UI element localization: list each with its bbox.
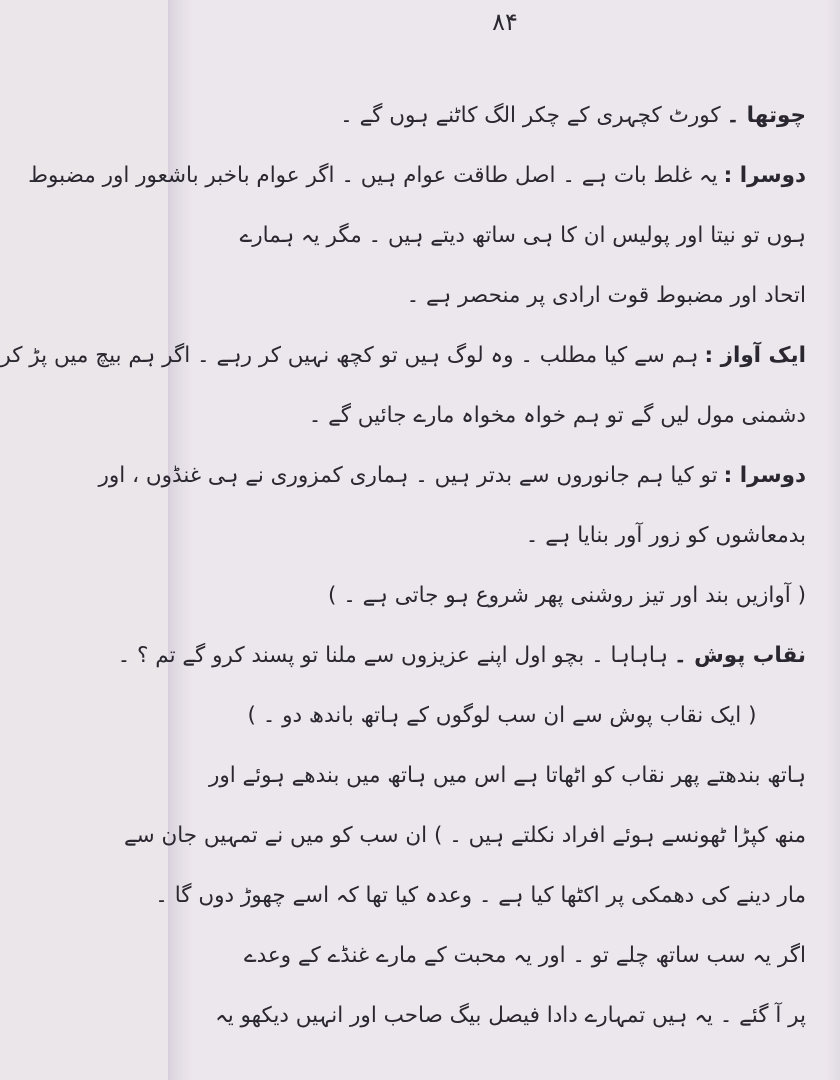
text-line — [198, 266, 806, 326]
stage-direction-text: ( ایک نقاب پوش سے ان سب لوگوں کے ہاتھ باندھ دو ۔ ) — [247, 703, 757, 729]
stage-direction — [198, 566, 806, 626]
text-line — [198, 506, 806, 566]
dialogue-text: بدمعاشوں کو زور آور بنایا ہے ۔ — [525, 523, 806, 549]
dialogue-text: منھ کپڑا ٹھونسے ہوئے افراد نکلتے ہیں ۔ ) ان سب کو میں نے تمہیں جان سے — [124, 823, 806, 849]
dialogue-text: ہاہاہا ۔ بچو اول اپنے عزیزوں سے ملنا تو پسند کرو گے تم ؟ ۔ — [117, 643, 668, 669]
dialogue-text: ہم سے کیا مطلب ۔ وہ لوگ ہیں تو کچھ نہیں کر رہے ۔ اگر ہم بیچ میں پڑ کر — [0, 343, 699, 369]
speaker-label: نقاب پوش ۔ — [673, 643, 806, 669]
dialogue-text: ہاتھ بندھتے پھر نقاب کو اٹھاتا ہے اس میں ہاتھ میں بندھے ہوئے اور — [208, 763, 806, 789]
text-line — [198, 926, 806, 986]
text-line — [155, 866, 806, 926]
dialogue-text: مار دینے کی دھمکی پر اکٹھا کیا ہے ۔ وعدہ کیا تھا کہ اسے چھوڑ دوں گا ۔ — [155, 883, 806, 909]
dialogue-text: ہوں تو نیتا اور پولیس ان کا ہی ساتھ دیتے ہیں ۔ مگر یہ ہمارے — [239, 223, 806, 249]
dialogue-text: کورٹ کچہری کے چکر الگ کاٹنے ہوں گے ۔ — [340, 103, 721, 129]
dialogue-text: اتحاد اور مضبوط قوت ارادی پر منحصر ہے ۔ — [406, 283, 806, 309]
text-line — [117, 626, 806, 686]
text-line — [28, 146, 806, 206]
text-line — [198, 86, 806, 146]
speaker-label: چوتھا ۔ — [726, 103, 806, 129]
speaker-label: ایک آواز : — [704, 343, 806, 369]
dialogue-text: اگر یہ سب ساتھ چلے تو ۔ اور یہ محبت کے مارے غنڈے کے وعدے — [243, 943, 806, 969]
text-line — [198, 206, 806, 266]
stage-direction — [198, 686, 806, 746]
dialogue-text: دشمنی مول لیں گے تو ہم خواہ مخواہ مارے جائیں گے ۔ — [308, 403, 806, 429]
page-text — [0, 86, 806, 1046]
text-line — [198, 386, 806, 446]
text-line — [198, 746, 806, 806]
text-line — [198, 986, 806, 1046]
text-line — [124, 806, 806, 866]
dialogue-text: یہ غلط بات ہے ۔ اصل طاقت عوام ہیں ۔ اگر عوام باخبر باشعور اور مضبوط — [28, 163, 718, 189]
text-line — [98, 446, 806, 506]
dialogue-text: پر آ گئے ۔ یہ ہیں تمہارے دادا فیصل بیگ صاحب اور انہیں دیکھو یہ — [215, 1003, 806, 1029]
page-number: ۸۴ — [492, 8, 518, 36]
speaker-label: دوسرا : — [723, 163, 806, 189]
text-line — [0, 326, 806, 386]
stage-direction-text: ( آوازیں بند اور تیز روشنی پھر شروع ہو جاتی ہے ۔ ) — [328, 583, 806, 609]
speaker-label: دوسرا : — [723, 463, 806, 489]
dialogue-text: تو کیا ہم جانوروں سے بدتر ہیں ۔ ہماری کمزوری نے ہی غنڈوں ، اور — [98, 463, 718, 489]
